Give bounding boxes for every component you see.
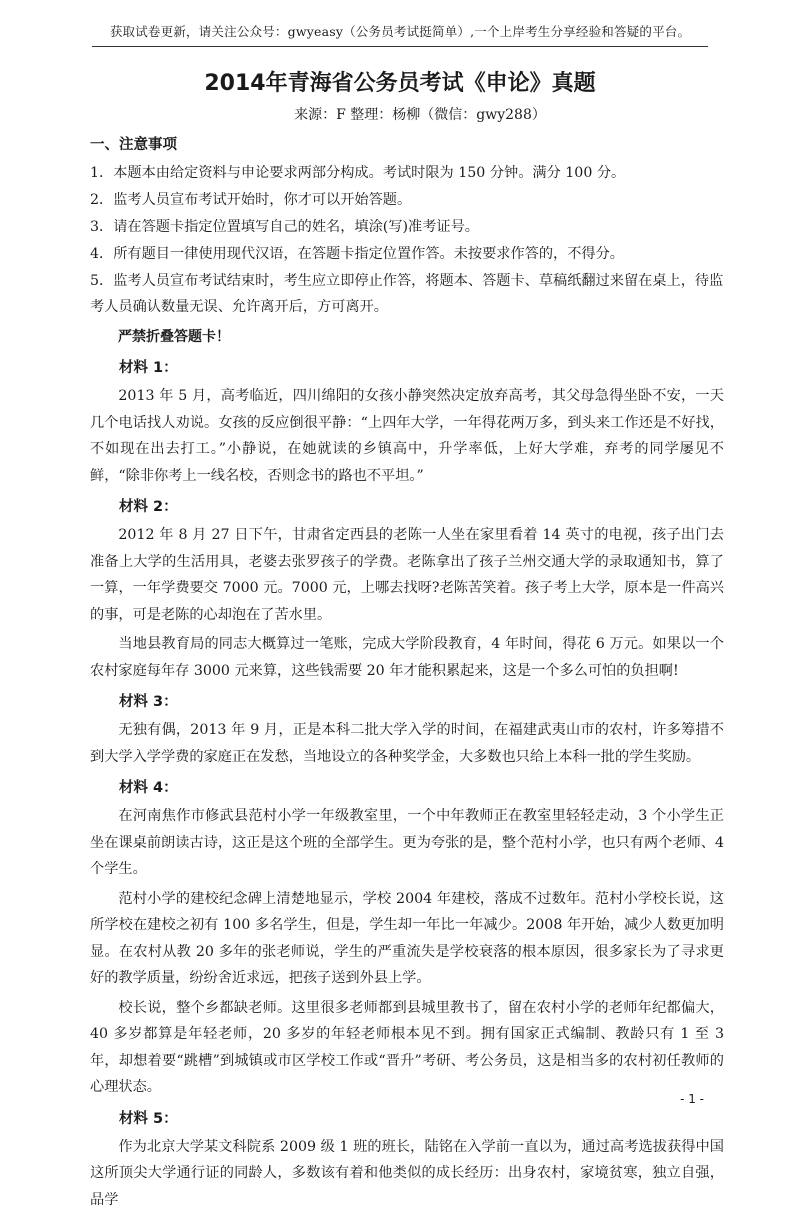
notice-item: 3．请在答题卡指定位置填写自己的姓名，填涂(写)准考证号。 [90,219,479,235]
material-paragraph: 范村小学的建校纪念碑上清楚地显示，学校 2004 年建校，落成不过数年。范村小学校长说，这所学校在建校之初有 100 多名学生，但是，学生却一年比一年减少。2008 年开始，减少人数更加明显。在农村从教 20 多年的张老师说，学生的严重流失是学校衰落的根本原因，很多家长为了寻求更好的教学质量，纷纷舍近求远，把孩子送到外县上学。 [90,890,724,986]
material-label: 材料 2： [119,499,178,515]
header-note: 获取试卷更新，请关注公众号：gwyeasy（公务员考试挺简单）,一个上岸考生分享经验和答疑的平台。 [109,24,691,39]
material-paragraph: 2012 年 8 月 27 日下午，甘肃省定西县的老陈一人坐在家里看着 14 英寸的电视，孩子出门去准备上大学的生活用具，老婆去张罗孩子的学费。老陈拿出了孩子兰州交通大学的录取通知书，算了一算，一年学费要交 7000 元。7000 元，上哪去找呀?老陈苦笑着。孩子考上大学，原本是一件高兴的事，可是老陈的心却泡在了苦水里。 [90,527,724,623]
material-label: 材料 5： [119,1110,178,1127]
material-paragraph: 2013 年 5 月，高考临近，四川绵阳的女孩小静突然决定放弃高考，其父母急得坐卧不安，一天几个电话找人劝说。女孩的反应倒很平静：“上四年大学，一年得花两万多，到头来工作还是不好找，不如现在出去打工。”小静说，在她就读的乡镇高中，升学率低，上好大学难，弃考的同学屡见不鲜，“除非你考上一线名校，否则念书的路也不平坦。” [90,388,724,484]
notice-item: 4．所有题目一律使用现代汉语，在答题卡指定位置作答。未按要求作答的，不得分。 [90,246,624,262]
material-label: 材料 3： [119,694,178,710]
notice-heading: 一、注意事项 [90,137,177,153]
material-paragraph: 在河南焦作市修武县范村小学一年级教室里，一个中年教师正在教室里轻轻走动，3 个小学生正坐在课桌前朗读古诗，这正是这个班的全部学生。更为夸张的是，整个范村小学，也只有两个老师、4 个学生。 [90,808,724,877]
material-paragraph: 作为北京大学某文科院系 2009 级 1 班的班长，陆铭在入学前一直以为，通过高考选拔获得中国这所顶尖大学通行证的同龄人，多数该有着和他类似的成长经历：出身农村，家境贫寒，独立自强，品学 [90,1138,724,1208]
material-paragraph: 当地县教育局的同志大概算过一笔账，完成大学阶段教育，4 年时间，得花 6 万元。如果以一个农村家庭每年存 3000 元来算，这些钱需要 20 年才能积累起来，这是一个多么可怕的负担啊! [90,636,724,679]
notice-item: 1．本题本由给定资料与申论要求两部分构成。考试时限为 150 分钟。满分 100 分。 [90,165,626,181]
material-paragraph: 无独有偶，2013 年 9 月，正是本科二批大学入学的时间，在福建武夷山市的农村，许多筹措不到大学入学学费的家庭正在发愁，当地设立的各种奖学金，大多数也只给上本科一批的学生奖励。 [90,722,724,765]
document-source: 来源：F 整理：杨柳（微信：gwy288） [294,107,546,123]
notice-item: 5．监考人员宣布考试结束时，考生应立即停止作答，将题本、答题卡、草稿纸翻过来留在桌上，待监考人员确认数量无误、允许离开后，方可离开。 [90,273,724,315]
page-number: - 1 - [680,1092,704,1106]
header-divider [92,46,708,47]
notice-item: 2．监考人员宣布考试开始时，你才可以开始答题。 [90,192,412,208]
material-paragraph: 校长说，整个乡都缺老师。这里很多老师都到县城里教书了，留在农村小学的老师年纪都偏大，40 多岁都算是年轻老师，20 多岁的年轻老师根本见不到。拥有国家正式编制、教龄只有 1 至 3 年，却想着要“跳槽”到城镇或市区学校工作或“晋升”考研、考公务员，这是相当多的农村初任教师的心理状态。 [90,999,724,1095]
warning-text: 严禁折叠答题卡！ [118,329,230,345]
material-label: 材料 1： [119,360,178,376]
document-body [90,126,724,1216]
document-title: 2014年青海省公务员考试《申论》真题 [204,71,596,96]
material-label: 材料 4： [119,780,178,796]
